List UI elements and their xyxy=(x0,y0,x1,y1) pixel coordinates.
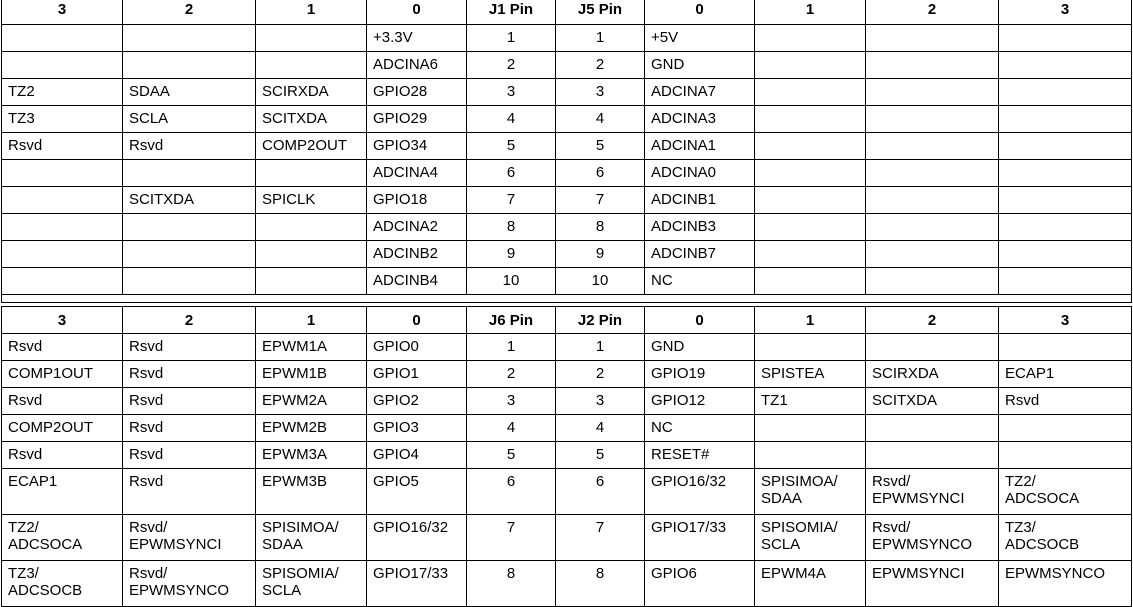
signal-cell: TZ3/ ADCSOCB xyxy=(999,515,1132,561)
signal-cell xyxy=(999,187,1132,214)
signal-cell: SPISOMIA/ SCLA xyxy=(256,561,367,607)
signal-cell xyxy=(2,214,123,241)
signal-cell: ADCINA6 xyxy=(367,52,467,79)
signal-cell: GPIO5 xyxy=(367,469,467,515)
signal-cell: GND xyxy=(645,334,755,361)
signal-cell: GPIO2 xyxy=(367,388,467,415)
signal-cell: TZ2 xyxy=(2,79,123,106)
pin-number-cell: 10 xyxy=(467,268,556,295)
signal-cell: Rsvd/ EPWMSYNCI xyxy=(866,469,999,515)
signal-cell xyxy=(999,25,1132,52)
signal-cell xyxy=(866,133,999,160)
signal-cell xyxy=(2,268,123,295)
pinout-table-j6-j2 xyxy=(1,306,1132,607)
signal-cell: Rsvd xyxy=(123,388,256,415)
signal-cell: GND xyxy=(645,52,755,79)
signal-cell xyxy=(123,268,256,295)
signal-cell xyxy=(755,25,866,52)
pin-number-cell: 5 xyxy=(467,442,556,469)
column-header: J2 Pin xyxy=(556,307,645,334)
pin-number-cell: 3 xyxy=(556,388,645,415)
pin-number-cell: 4 xyxy=(556,415,645,442)
pin-number-cell: 6 xyxy=(467,160,556,187)
signal-cell xyxy=(755,133,866,160)
signal-cell: Rsvd xyxy=(123,133,256,160)
column-header: 3 xyxy=(999,0,1132,25)
signal-cell xyxy=(755,79,866,106)
column-header: 2 xyxy=(123,0,256,25)
signal-cell: Rsvd xyxy=(123,469,256,515)
pin-number-cell: 7 xyxy=(556,187,645,214)
signal-cell: RESET# xyxy=(645,442,755,469)
signal-cell: GPIO18 xyxy=(367,187,467,214)
column-header: 3 xyxy=(2,307,123,334)
signal-cell xyxy=(999,268,1132,295)
column-header: 2 xyxy=(123,307,256,334)
pin-number-cell: 8 xyxy=(556,561,645,607)
pin-number-cell: 6 xyxy=(556,160,645,187)
header-row xyxy=(2,307,1132,334)
pin-number-cell: 3 xyxy=(467,388,556,415)
signal-cell: COMP1OUT xyxy=(2,361,123,388)
signal-cell: Rsvd xyxy=(123,334,256,361)
column-header: 1 xyxy=(755,0,866,25)
column-header: 0 xyxy=(367,0,467,25)
signal-cell xyxy=(999,52,1132,79)
signal-cell: +5V xyxy=(645,25,755,52)
signal-cell xyxy=(866,106,999,133)
signal-cell: Rsvd xyxy=(123,442,256,469)
signal-cell: SCITXDA xyxy=(866,388,999,415)
signal-cell: SCITXDA xyxy=(123,187,256,214)
signal-cell: COMP2OUT xyxy=(2,415,123,442)
signal-cell: ADCINB4 xyxy=(367,268,467,295)
signal-cell: TZ2/ ADCSOCA xyxy=(2,515,123,561)
signal-cell: GPIO0 xyxy=(367,334,467,361)
signal-cell: EPWM3A xyxy=(256,442,367,469)
pin-number-cell: 7 xyxy=(467,187,556,214)
pin-number-cell: 4 xyxy=(467,106,556,133)
signal-cell xyxy=(755,160,866,187)
column-header: 1 xyxy=(256,0,367,25)
signal-cell: TZ3 xyxy=(2,106,123,133)
pin-number-cell: 2 xyxy=(467,52,556,79)
signal-cell: +3.3V xyxy=(367,25,467,52)
column-header: J5 Pin xyxy=(556,0,645,25)
signal-cell xyxy=(999,442,1132,469)
pin-number-cell: 8 xyxy=(556,214,645,241)
signal-cell xyxy=(2,52,123,79)
signal-cell: ADCINA4 xyxy=(367,160,467,187)
table-row xyxy=(2,415,1132,442)
signal-cell xyxy=(866,415,999,442)
column-header: 3 xyxy=(2,0,123,25)
pin-number-cell: 5 xyxy=(467,133,556,160)
pin-number-cell: 3 xyxy=(556,79,645,106)
signal-cell: GPIO19 xyxy=(645,361,755,388)
table-row xyxy=(2,515,1132,561)
signal-cell xyxy=(866,241,999,268)
signal-cell: SCIRXDA xyxy=(256,79,367,106)
signal-cell: TZ1 xyxy=(755,388,866,415)
signal-cell: EPWM1B xyxy=(256,361,367,388)
signal-cell xyxy=(123,214,256,241)
signal-cell: SDAA xyxy=(123,79,256,106)
table-row xyxy=(2,133,1132,160)
signal-cell xyxy=(866,334,999,361)
signal-cell xyxy=(256,268,367,295)
signal-cell xyxy=(866,187,999,214)
signal-cell: ADCINB1 xyxy=(645,187,755,214)
signal-cell: GPIO1 xyxy=(367,361,467,388)
pin-number-cell: 2 xyxy=(556,361,645,388)
signal-cell: SPISIMOA/ SDAA xyxy=(256,515,367,561)
signal-cell: GPIO16/32 xyxy=(367,515,467,561)
signal-cell: ADCINA2 xyxy=(367,214,467,241)
signal-cell xyxy=(256,52,367,79)
table-row xyxy=(2,25,1132,52)
column-header: J6 Pin xyxy=(467,307,556,334)
pin-number-cell: 7 xyxy=(467,515,556,561)
table-row xyxy=(2,469,1132,515)
header-row xyxy=(2,0,1132,25)
signal-cell: SPISOMIA/ SCLA xyxy=(755,515,866,561)
column-header: 2 xyxy=(866,0,999,25)
signal-cell: Rsvd xyxy=(2,442,123,469)
signal-cell xyxy=(755,214,866,241)
pin-number-cell: 9 xyxy=(556,241,645,268)
signal-cell xyxy=(866,160,999,187)
column-header: J1 Pin xyxy=(467,0,556,25)
signal-cell: GPIO16/32 xyxy=(645,469,755,515)
signal-cell: ECAP1 xyxy=(2,469,123,515)
signal-cell xyxy=(866,79,999,106)
signal-cell: Rsvd xyxy=(2,388,123,415)
signal-cell xyxy=(999,241,1132,268)
signal-cell: SPISTEA xyxy=(755,361,866,388)
signal-cell: ADCINA3 xyxy=(645,106,755,133)
column-header: 0 xyxy=(367,307,467,334)
table-row xyxy=(2,241,1132,268)
signal-cell: ADCINA1 xyxy=(645,133,755,160)
signal-cell: Rsvd/ EPWMSYNCO xyxy=(123,561,256,607)
table-row xyxy=(2,52,1132,79)
signal-cell xyxy=(999,79,1132,106)
table-row xyxy=(2,187,1132,214)
table-row xyxy=(2,334,1132,361)
pin-number-cell: 1 xyxy=(556,25,645,52)
signal-cell xyxy=(866,214,999,241)
signal-cell xyxy=(755,241,866,268)
signal-cell xyxy=(123,241,256,268)
signal-cell: GPIO17/33 xyxy=(645,515,755,561)
table-row xyxy=(2,79,1132,106)
signal-cell xyxy=(2,241,123,268)
signal-cell: Rsvd/ EPWMSYNCO xyxy=(866,515,999,561)
signal-cell: TZ2/ ADCSOCA xyxy=(999,469,1132,515)
signal-cell: ADCINB2 xyxy=(367,241,467,268)
signal-cell xyxy=(866,442,999,469)
signal-cell xyxy=(755,415,866,442)
signal-cell: Rsvd xyxy=(999,388,1132,415)
signal-cell: SCLA xyxy=(123,106,256,133)
table-row xyxy=(2,160,1132,187)
signal-cell: EPWM2A xyxy=(256,388,367,415)
pin-number-cell: 1 xyxy=(467,334,556,361)
signal-cell: EPWM3B xyxy=(256,469,367,515)
signal-cell: ADCINA0 xyxy=(645,160,755,187)
pin-number-cell: 2 xyxy=(467,361,556,388)
signal-cell: Rsvd xyxy=(123,415,256,442)
table-row xyxy=(2,106,1132,133)
table-row xyxy=(2,361,1132,388)
signal-cell xyxy=(866,268,999,295)
signal-cell xyxy=(256,241,367,268)
signal-cell xyxy=(999,415,1132,442)
signal-cell xyxy=(866,25,999,52)
signal-cell xyxy=(123,52,256,79)
signal-cell xyxy=(2,25,123,52)
signal-cell: GPIO28 xyxy=(367,79,467,106)
signal-cell xyxy=(256,25,367,52)
table-row xyxy=(2,268,1132,295)
signal-cell: GPIO29 xyxy=(367,106,467,133)
table-separator xyxy=(2,295,1132,303)
signal-cell xyxy=(123,25,256,52)
signal-cell: NC xyxy=(645,415,755,442)
signal-cell: EPWM2B xyxy=(256,415,367,442)
pin-number-cell: 3 xyxy=(467,79,556,106)
signal-cell: ADCINB3 xyxy=(645,214,755,241)
signal-cell: SCIRXDA xyxy=(866,361,999,388)
pin-number-cell: 8 xyxy=(467,214,556,241)
pin-number-cell: 4 xyxy=(556,106,645,133)
pin-number-cell: 2 xyxy=(556,52,645,79)
pin-number-cell: 9 xyxy=(467,241,556,268)
separator-cell xyxy=(2,295,1132,303)
signal-cell: GPIO4 xyxy=(367,442,467,469)
signal-cell xyxy=(256,160,367,187)
signal-cell: GPIO12 xyxy=(645,388,755,415)
column-header: 1 xyxy=(256,307,367,334)
signal-cell: SCITXDA xyxy=(256,106,367,133)
pin-number-cell: 8 xyxy=(467,561,556,607)
column-header: 2 xyxy=(866,307,999,334)
signal-cell: GPIO6 xyxy=(645,561,755,607)
pin-number-cell: 4 xyxy=(467,415,556,442)
signal-cell: TZ3/ ADCSOCB xyxy=(2,561,123,607)
signal-cell: Rsvd/ EPWMSYNCI xyxy=(123,515,256,561)
signal-cell: SPICLK xyxy=(256,187,367,214)
signal-cell xyxy=(256,214,367,241)
signal-cell xyxy=(755,106,866,133)
table-row xyxy=(2,442,1132,469)
pin-number-cell: 7 xyxy=(556,515,645,561)
signal-cell: SPISIMOA/ SDAA xyxy=(755,469,866,515)
signal-cell: NC xyxy=(645,268,755,295)
signal-cell xyxy=(999,334,1132,361)
column-header: 3 xyxy=(999,307,1132,334)
table-row xyxy=(2,561,1132,607)
signal-cell: ECAP1 xyxy=(999,361,1132,388)
table-row xyxy=(2,388,1132,415)
signal-cell xyxy=(123,160,256,187)
signal-cell xyxy=(755,268,866,295)
signal-cell xyxy=(755,52,866,79)
signal-cell: Rsvd xyxy=(123,361,256,388)
signal-cell xyxy=(999,214,1132,241)
signal-cell xyxy=(999,133,1132,160)
column-header: 0 xyxy=(645,0,755,25)
signal-cell: EPWM1A xyxy=(256,334,367,361)
pin-number-cell: 6 xyxy=(556,469,645,515)
signal-cell: EPWM4A xyxy=(755,561,866,607)
pin-number-cell: 1 xyxy=(467,25,556,52)
signal-cell: ADCINB7 xyxy=(645,241,755,268)
column-header: 1 xyxy=(755,307,866,334)
signal-cell xyxy=(755,187,866,214)
signal-cell xyxy=(866,52,999,79)
pin-number-cell: 5 xyxy=(556,133,645,160)
signal-cell xyxy=(999,106,1132,133)
signal-cell: ADCINA7 xyxy=(645,79,755,106)
signal-cell xyxy=(2,160,123,187)
pin-number-cell: 1 xyxy=(556,334,645,361)
signal-cell: GPIO34 xyxy=(367,133,467,160)
pin-number-cell: 5 xyxy=(556,442,645,469)
signal-cell: GPIO17/33 xyxy=(367,561,467,607)
signal-cell xyxy=(2,187,123,214)
pin-number-cell: 10 xyxy=(556,268,645,295)
pinout-table-j1-j5 xyxy=(1,0,1132,303)
signal-cell: COMP2OUT xyxy=(256,133,367,160)
signal-cell xyxy=(755,442,866,469)
signal-cell: Rsvd xyxy=(2,133,123,160)
signal-cell: Rsvd xyxy=(2,334,123,361)
table-row xyxy=(2,214,1132,241)
signal-cell xyxy=(755,334,866,361)
signal-cell xyxy=(999,160,1132,187)
pin-number-cell: 6 xyxy=(467,469,556,515)
signal-cell: GPIO3 xyxy=(367,415,467,442)
signal-cell: EPWMSYNCI xyxy=(866,561,999,607)
column-header: 0 xyxy=(645,307,755,334)
signal-cell: EPWMSYNCO xyxy=(999,561,1132,607)
